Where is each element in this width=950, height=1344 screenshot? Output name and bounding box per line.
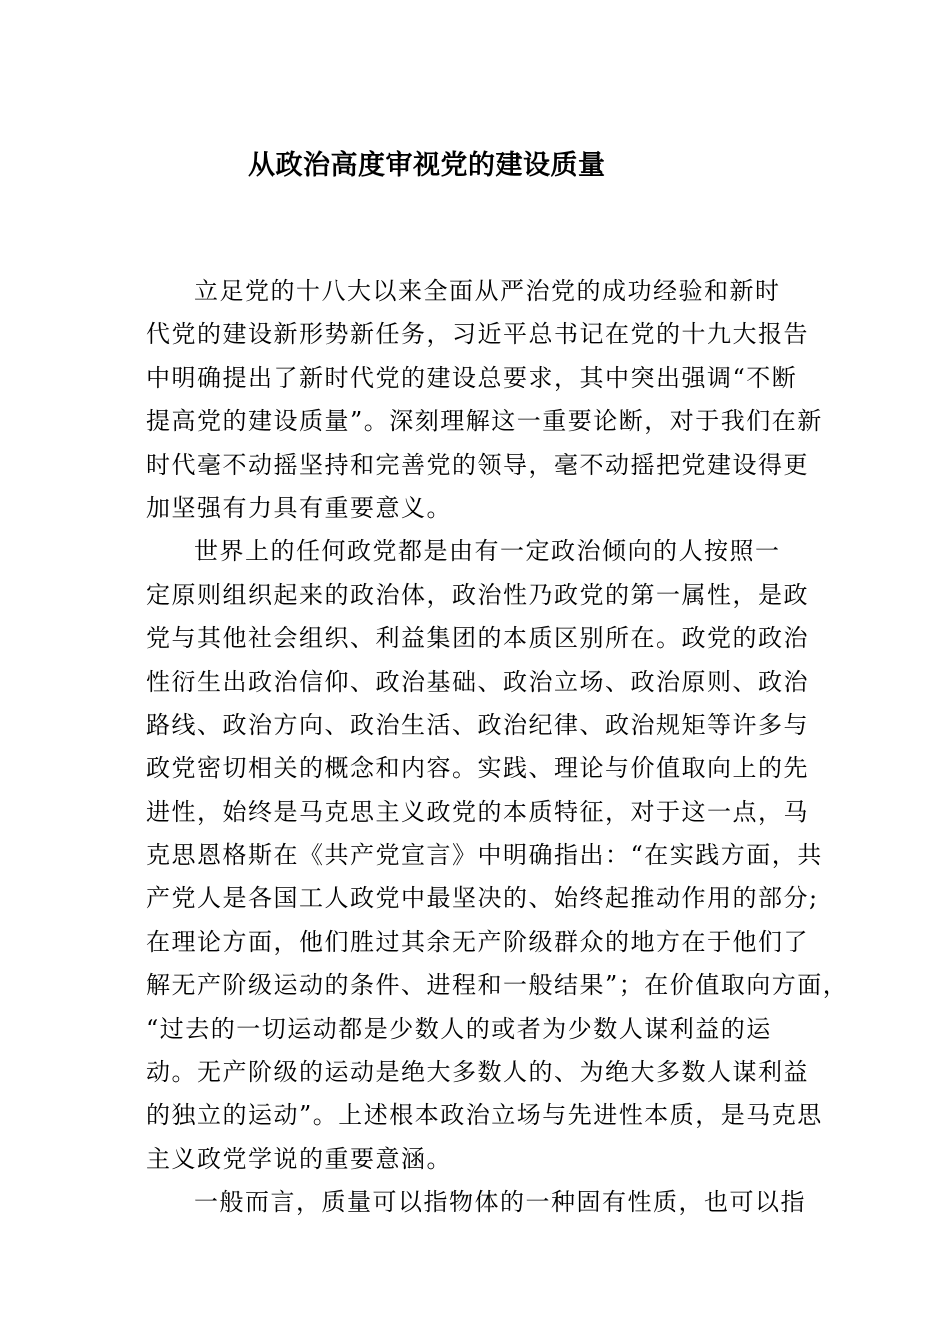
paragraph	[146, 530, 849, 1181]
paragraph-line: 一般而言，质量可以指物体的一种固有性质，也可以指	[194, 1188, 806, 1217]
paragraph-line: 提高党的建设质量”。深刻理解这一重要论断，对于我们在新	[146, 407, 823, 436]
paragraph	[146, 1181, 846, 1224]
paragraph-line: 立足党的十八大以来全面从严治党的成功经验和新时	[194, 277, 781, 305]
paragraph-line: 的独立的运动”。上述根本政治立场与先进性本质，是马克思	[146, 1101, 823, 1130]
paragraph-line: 动。无产阶级的运动是绝大多数人的、为绝大多数人谋利益	[146, 1058, 809, 1087]
paragraph-line: 定原则组织起来的政治体，政治性乃政党的第一属性，是政	[146, 580, 809, 609]
paragraph-line: 产党人是各国工人政党中最坚决的、始终起推动作用的部分;	[146, 884, 819, 913]
paragraph-line: 中明确提出了新时代党的建设总要求，其中突出强调“不断	[146, 363, 798, 392]
paragraph-line: 主义政党学说的重要意涵。	[146, 1144, 452, 1173]
paragraph-line: 进性，始终是马克思主义政党的本质特征，对于这一点，马	[146, 797, 809, 826]
paragraph-line: 性衍生出政治信仰、政治基础、政治立场、政治原则、政治	[146, 667, 809, 696]
document-title: 从政治高度审视党的建设质量	[248, 150, 606, 181]
paragraph-line: 世界上的任何政党都是由有一定政治倾向的人按照一	[194, 537, 781, 566]
paragraph	[146, 270, 846, 530]
paragraph-line: 在理论方面，他们胜过其余无产阶级群众的地方在于他们了	[146, 927, 809, 956]
paragraph-line: “过去的一切运动都是少数人的或者为少数人谋利益的运	[146, 1014, 772, 1043]
paragraph-line: 代党的建设新形势新任务，习近平总书记在党的十九大报告	[146, 320, 809, 349]
paragraph-line: 时代毫不动摇坚持和完善党的领导，毫不动摇把党建设得更	[146, 450, 809, 479]
paragraph-line: 解无产阶级运动的条件、进程和一般结果”；在价值取向方面，	[146, 971, 849, 1000]
paragraph-line: 加坚强有力具有重要意义。	[146, 493, 452, 522]
paragraph-line: 克思恩格斯在《共产党宣言》中明确指出：“在实践方面，共	[146, 841, 823, 870]
paragraph-line: 路线、政治方向、政治生活、政治纪律、政治规矩等许多与	[146, 710, 809, 739]
paragraph-line: 党与其他社会组织、利益集团的本质区别所在。政党的政治	[146, 624, 809, 653]
paragraph-line: 政党密切相关的概念和内容。实践、理论与价值取向上的先	[146, 754, 809, 783]
document-body	[146, 270, 849, 1225]
